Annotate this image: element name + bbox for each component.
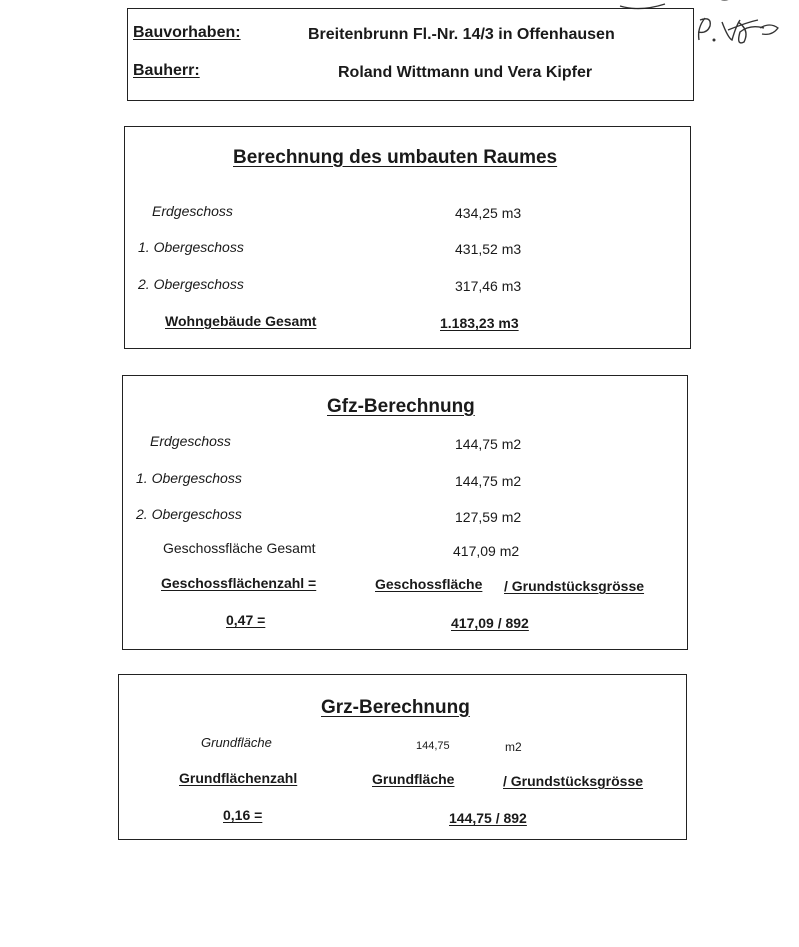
gfz-row-label: 2. Obergeschoss — [136, 506, 242, 522]
project-value: Breitenbrunn Fl.-Nr. 14/3 in Offenhausen — [308, 26, 615, 43]
grz-formula-label: Grundflächenzahl — [179, 770, 298, 786]
gfz-row-value: 127,59 m2 — [455, 509, 522, 525]
grz-area-unit: m2 — [505, 740, 522, 754]
umbauter-raum-title: Berechnung des umbauten Raumes — [233, 147, 558, 168]
umbauter-total-label: Wohngebäude Gesamt — [165, 313, 317, 329]
gfz-result: 0,47 = — [226, 612, 266, 628]
header-box — [127, 8, 694, 101]
umbauter-row-label: 1. Obergeschoss — [138, 239, 244, 255]
grz-formula-numerator: Grundfläche — [372, 771, 455, 787]
gfz-result-calc: 417,09 / 892 — [451, 615, 529, 631]
grz-box — [118, 674, 687, 840]
gfz-row-label: 1. Obergeschoss — [136, 470, 242, 486]
umbauter-row-label: 2. Obergeschoss — [138, 276, 244, 292]
gfz-title: Gfz-Berechnung — [327, 396, 475, 417]
gfz-formula-label: Geschossflächenzahl = — [161, 575, 317, 591]
grz-area-value: 144,75 — [416, 740, 450, 752]
gfz-sum-value: 417,09 m2 — [453, 543, 520, 559]
gfz-row-value: 144,75 m2 — [455, 436, 522, 452]
gfz-formula-denominator: / Grundstücksgrösse — [504, 578, 645, 594]
owner-value: Roland Wittmann und Vera Kipfer — [338, 64, 593, 81]
owner-label: Bauherr: — [133, 62, 200, 79]
umbauter-row-value: 317,46 m3 — [455, 278, 522, 294]
grz-formula-denominator: / Grundstücksgrösse — [503, 773, 644, 789]
gfz-sum-label: Geschossfläche Gesamt — [163, 540, 316, 556]
gfz-row-label: Erdgeschoss — [150, 433, 231, 449]
gfz-box — [122, 375, 688, 650]
umbauter-row-value: 434,25 m3 — [455, 205, 522, 221]
project-label: Bauvorhaben: — [133, 24, 241, 41]
grz-area-label: Grundfläche — [201, 735, 272, 750]
grz-title: Grz-Berechnung — [321, 697, 470, 718]
gfz-row-value: 144,75 m2 — [455, 473, 522, 489]
umbauter-total-value: 1.183,23 m3 — [440, 315, 519, 331]
grz-result: 0,16 = — [223, 807, 263, 823]
umbauter-raum-box — [124, 126, 691, 349]
umbauter-row-value: 431,52 m3 — [455, 241, 522, 257]
umbauter-row-label: Erdgeschoss — [152, 203, 233, 219]
gfz-formula-numerator: Geschossfläche — [375, 576, 483, 592]
grz-result-calc: 144,75 / 892 — [449, 810, 527, 826]
